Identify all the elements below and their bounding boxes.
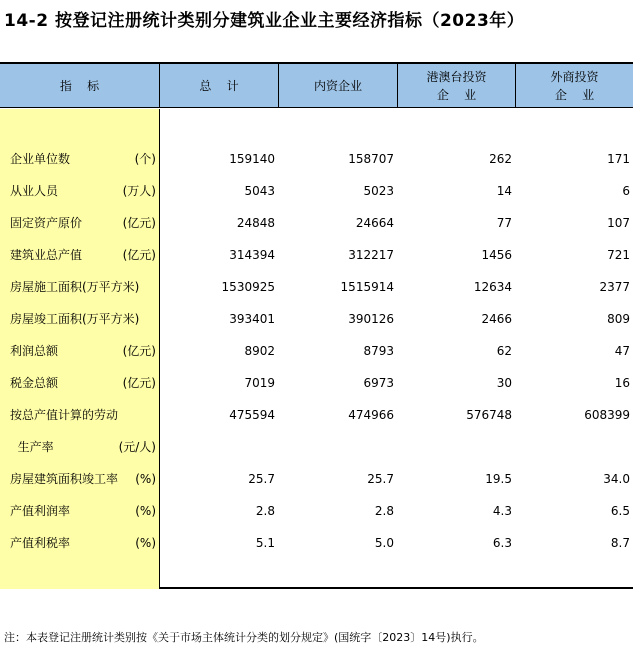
row-label: 生产率 [10,440,54,454]
table-row [0,437,633,457]
table-row [0,405,633,425]
indicator-table [0,62,633,589]
cell-foreign: 721 [607,248,630,262]
table-row [0,309,633,329]
table-row [0,245,633,265]
row-label: 固定资产原价 [10,216,83,230]
header-hmt [398,64,516,108]
header-hmt-line1: 港澳台投资 [426,70,487,84]
row-label: 产值利润率 [10,504,71,518]
cell-foreign: 8.7 [610,536,630,550]
header-indicator [0,64,160,108]
row-unit: (%) [135,472,156,486]
page-title: 14-2 按登记注册统计类别分建筑业企业主要经济指标（2023年） [4,11,525,31]
row-label: 房屋建筑面积竣工率 [10,472,119,486]
cell-foreign: 809 [607,312,630,326]
row-unit: (亿元) [122,344,156,358]
header-domestic [279,64,398,108]
header-foreign [516,64,633,108]
cell-domestic: 5023 [363,184,394,198]
cell-hmt: 6.3 [492,536,512,550]
header-indicator-label: 指 标 [59,79,100,93]
cell-total: 5043 [244,184,275,198]
cell-hmt: 4.3 [492,504,512,518]
table-row [0,277,633,297]
row-unit: (万人) [122,184,156,198]
cell-foreign: 6 [622,184,630,198]
cell-domestic: 158707 [348,152,394,166]
cell-hmt: 262 [489,152,512,166]
row-unit: (元/人) [118,440,156,454]
cell-foreign: 107 [607,216,630,230]
header-total-label: 总 计 [199,79,239,93]
row-unit: (个) [134,152,156,166]
cell-foreign: 171 [607,152,630,166]
header-foreign-line2: 企 业 [554,88,595,102]
cell-hmt: 30 [496,376,512,390]
row-label: 利润总额 [10,344,59,358]
cell-hmt: 19.5 [485,472,512,486]
row-label: 产值利税率 [10,536,71,550]
table-row [0,501,633,521]
cell-hmt: 12634 [473,280,512,294]
cell-total: 159140 [229,152,275,166]
row-label: 房屋施工面积(万平方米) [10,280,140,294]
header-domestic-label: 内资企业 [313,79,362,93]
table-row [0,533,633,553]
row-label: 建筑业总产值 [10,248,83,262]
cell-total: 475594 [229,408,275,422]
cell-total: 25.7 [248,472,275,486]
cell-total: 314394 [229,248,275,262]
cell-total: 8902 [244,344,275,358]
header-foreign-line1: 外商投资 [550,70,599,84]
table-row [0,181,633,201]
cell-foreign: 6.5 [610,504,630,518]
row-unit: (%) [135,504,156,518]
cell-domestic: 1515914 [340,280,394,294]
table-header [0,64,633,108]
row-unit: (亿元) [122,376,156,390]
cell-domestic: 6973 [363,376,394,390]
row-unit: (亿元) [122,216,156,230]
cell-foreign: 16 [614,376,630,390]
cell-total: 24848 [236,216,275,230]
cell-foreign: 47 [614,344,630,358]
row-unit: (亿元) [122,248,156,262]
table-row [0,373,633,393]
cell-total: 7019 [244,376,275,390]
cell-hmt: 1456 [481,248,512,262]
cell-domestic: 390126 [348,312,394,326]
cell-total: 5.1 [255,536,275,550]
cell-domestic: 5.0 [374,536,394,550]
row-unit: (%) [135,536,156,550]
row-label: 企业单位数 [10,152,71,166]
cell-total: 1530925 [221,280,275,294]
cell-hmt: 2466 [481,312,512,326]
row-label: 按总产值计算的劳动 [10,408,119,422]
cell-domestic: 474966 [348,408,394,422]
cell-total: 393401 [229,312,275,326]
cell-domestic: 24664 [355,216,394,230]
cell-foreign: 608399 [584,408,630,422]
row-label: 税金总额 [10,376,59,390]
cell-domestic: 2.8 [374,504,394,518]
header-total [160,64,279,108]
cell-foreign: 2377 [599,280,630,294]
cell-foreign: 34.0 [603,472,630,486]
cell-hmt: 14 [496,184,512,198]
table-row [0,341,633,361]
cell-domestic: 8793 [363,344,394,358]
cell-domestic: 312217 [348,248,394,262]
row-label: 从业人员 [10,184,59,198]
header-hmt-line2: 企 业 [436,88,477,102]
cell-domestic: 25.7 [367,472,394,486]
table-note: 注：本表登记注册统计类别按《关于市场主体统计分类的划分规定》(国统字〔2023〕14号)执行。 [4,631,484,644]
table-row [0,213,633,233]
cell-hmt: 576748 [466,408,512,422]
table-row [0,149,633,169]
table-row [0,469,633,489]
cell-total: 2.8 [255,504,275,518]
row-label: 房屋竣工面积(万平方米) [10,312,140,326]
cell-hmt: 62 [496,344,512,358]
cell-hmt: 77 [496,216,512,230]
